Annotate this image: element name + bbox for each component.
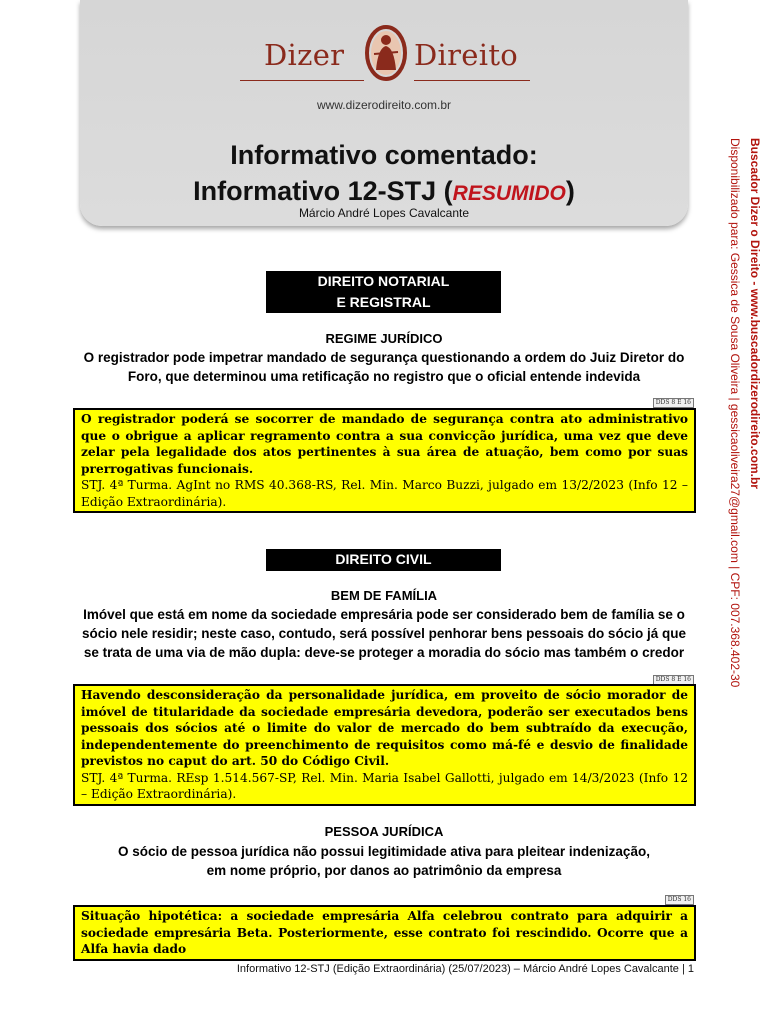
- header-banner: [80, 0, 688, 226]
- resumido-label: RESUMIDO: [452, 182, 566, 205]
- title-suffix: ): [565, 176, 575, 206]
- case-citation: STJ. 4ª Turma. AgInt no RMS 40.368-RS, Rel. Min. Marco Buzzi, julgado em 13/2/2023 (Info 12 – Edição Extraordinária).: [81, 478, 688, 509]
- author-name: Márcio André Lopes Cavalcante: [298, 206, 470, 220]
- section-heading-notarial: [266, 271, 501, 313]
- logo-rule-right: [414, 80, 530, 81]
- site-url: www.dizerodireito.com.br: [316, 98, 452, 112]
- logo-word-left: Dizer: [264, 38, 345, 72]
- dds-badge: DDS 8 E 16: [653, 675, 694, 685]
- logo-emblem-icon: [364, 24, 408, 82]
- section-heading-line-1: DIREITO CIVIL: [335, 551, 432, 567]
- title-prefix: Informativo 12-STJ (: [193, 176, 453, 206]
- topic-regime-juridico: REGIME JURÍDICO: [325, 331, 443, 346]
- section-heading-civil: [266, 549, 501, 571]
- thesis-text: Havendo desconsideração da personalidade jurídica, em proveito de sócio morador de imóvel de titularidade da sociedade empresária devedora, poderão ser executados bens pessoais dos sócios até o limite do valor de mercado do bem subtraído da execução, independentemente do preenchimento de requisitos como má-fé e desvio de finalidade previstos no caput do art. 50 do Código Civil.: [81, 688, 688, 768]
- dizer-direito-logo: [80, 18, 688, 82]
- licensee-watermark: Disponibilizado para: Gessica de Sousa Oliveira | gessicaoliveira27@gmail.com | CPF: 007.368.402-30: [728, 138, 742, 688]
- topic-pessoa-juridica: PESSOA JURÍDICA: [324, 824, 444, 839]
- highlight-box: [73, 408, 696, 513]
- watermark-sidebar: [724, 138, 764, 698]
- thesis-text: Situação hipotética: a sociedade empresária Alfa celebrou contrato para adquirir a sociedade empresária Beta. Posteriormente, esse contrato foi rescindido. Ocorre que a Alfa havia dado: [81, 909, 688, 956]
- lead-summary: Imóvel que está em nome da sociedade empresária pode ser considerado bem de família se o sócio nele residir; neste caso, contudo, será possível penhorar bens pessoais do sócio já que se trata de uma via de mão dupla: deve-se proteger a moradia do sócio mas também o credor: [82, 607, 686, 660]
- dds-badge: DDS 8 E 16: [653, 398, 694, 408]
- section-heading-line-2: E REGISTRAL: [336, 294, 431, 310]
- section-heading-line-1: DIREITO NOTARIAL: [317, 273, 450, 289]
- highlight-box: [73, 684, 696, 806]
- lead-summary: O sócio de pessoa jurídica não possui legitimidade ativa para pleitear indenização, em nome próprio, por danos ao patrimônio da empresa: [118, 844, 650, 878]
- lead-summary: O registrador pode impetrar mandado de segurança questionando a ordem do Juiz Diretor do Foro, que determinou uma retificação no registro que o oficial entende indevida: [83, 350, 685, 384]
- thesis-text: O registrador poderá se socorrer de mandado de segurança contra ato administrativo que o obrigue a aplicar regramento contra a sua convicção jurídica, uma vez que deve zelar pela legalidade dos atos pertinentes à sua área de atuação, bem como por suas prerrogativas funcionais.: [81, 412, 688, 476]
- document-title: [80, 137, 688, 212]
- title-line-1: Informativo comentado:: [230, 140, 538, 170]
- page-footer: Informativo 12-STJ (Edição Extraordinária) (25/07/2023) – Márcio André Lopes Cavalcante | 1: [236, 963, 694, 975]
- logo-word-right: Direito: [414, 38, 519, 72]
- logo-rule-left: [240, 80, 364, 81]
- topic-bem-de-familia: BEM DE FAMÍLIA: [330, 588, 438, 603]
- case-citation: STJ. 4ª Turma. REsp 1.514.567-SP, Rel. Min. Maria Isabel Gallotti, julgado em 14/3/2023 (Info 12 – Edição Extraordinária).: [81, 770, 688, 801]
- buscador-watermark: Buscador Dizer o Direito - www.buscadordizerodireito.com.br: [748, 138, 762, 489]
- dds-badge: DDS 16: [665, 895, 694, 905]
- highlight-box: [73, 905, 696, 961]
